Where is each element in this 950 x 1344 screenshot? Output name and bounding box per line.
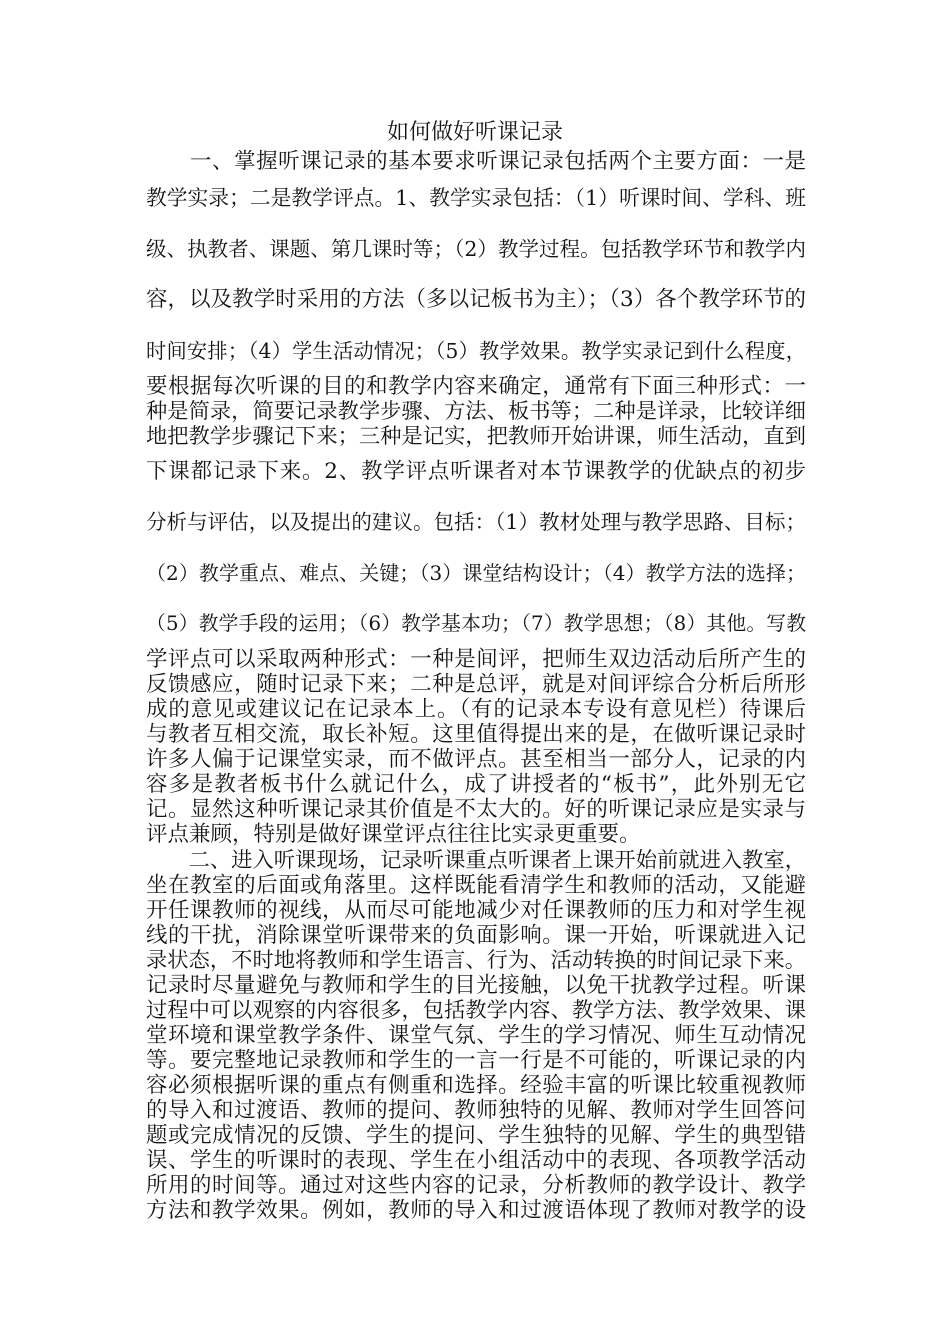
paragraph-1-line: 一、掌握听课记录的基本要求听课记录包括两个主要方面：一是 — [146, 149, 806, 174]
paragraph-1-line: 地把教学步骤记下来；三种是记实，把教师开始讲课，师生活动，直到 — [146, 424, 806, 449]
paragraph-1-line: 容，以及教学时采用的方法（多以记板书为主）；（3）各个教学环节的 — [146, 287, 806, 312]
paragraph-1-line: 与教者互相交流，取长补短。这里值得提出来的是，在做听课记录时 — [146, 722, 806, 747]
paragraph-1-line: 反馈感应，随时记录下来；二种是总评，就是对间评综合分析后所形 — [146, 672, 806, 697]
paragraph-1-line: 教学实录；二是教学评点。1、教学实录包括：（1）听课时间、学科、班 — [146, 186, 806, 210]
paragraph-2-line: 方法和教学效果。例如，教师的导入和过渡语体现了教师对教学的设 — [146, 1198, 806, 1223]
paragraph-1-line: 下课都记录下来。2、教学评点听课者对本节课教学的优缺点的初步 — [146, 459, 806, 484]
paragraph-1-line: 评点兼顾，特别是做好课堂评点往往比实录更重要。 — [146, 822, 641, 847]
paragraph-2-line: 题或完成情况的反馈、学生的提问、学生独特的见解、学生的典型错 — [146, 1123, 806, 1148]
paragraph-1-line: （5）教学手段的运用；（6）教学基本功；（7）教学思想；（8）其他。写教 — [146, 612, 806, 635]
paragraph-2-line: 等。要完整地记录教师和学生的一言一行是不可能的，听课记录的内 — [146, 1048, 806, 1073]
paragraph-2-line: 容必须根据听课的重点有侧重和选择。经验丰富的听课比较重视教师 — [146, 1073, 806, 1098]
paragraph-1-line: 许多人偏于记课堂实录，而不做评点。甚至相当一部分人，记录的内 — [146, 747, 806, 772]
paragraph-1-line: 要根据每次听课的目的和教学内容来确定，通常有下面三种形式：一 — [146, 374, 806, 399]
paragraph-2-line: 开任课教师的视线，从而尽可能地减少对任课教师的压力和对学生视 — [146, 898, 806, 923]
paragraph-2-line: 线的干扰，消除课堂听课带来的负面影响。课一开始，听课就进入记 — [146, 923, 806, 948]
paragraph-2-line: 记录时尽量避免与教师和学生的目光接触，以免干扰教学过程。听课 — [146, 973, 806, 998]
paragraph-1-line: 分析与评估，以及提出的建议。包括：（1）教材处理与教学思路、目标； — [146, 510, 806, 534]
document-title: 如何做好听课记录 — [386, 120, 563, 145]
paragraph-2-line: 二、进入听课现场，记录听课重点听课者上课开始前就进入教室， — [146, 848, 806, 873]
paragraph-2-line: 过程中可以观察的内容很多，包括教学内容、教学方法、教学效果、课 — [146, 998, 806, 1023]
paragraph-2-line: 所用的时间等。通过对这些内容的记录，分析教师的教学设计、教学 — [146, 1173, 806, 1198]
paragraph-2-line: 坐在教室的后面或角落里。这样既能看清学生和教师的活动，又能避 — [146, 873, 806, 898]
paragraph-1-line: 记。显然这种听课记录其价值是不太大的。好的听课记录应是实录与 — [146, 797, 806, 822]
paragraph-1-line: 种是简录，简要记录教学步骤、方法、板书等；二种是详录，比较详细 — [146, 399, 806, 424]
paragraph-1-line: 时间安排；（4）学生活动情况；（5）教学效果。教学实录记到什么程度， — [146, 339, 806, 363]
paragraph-1-line: （2）教学重点、难点、关键；（3）课堂结构设计；（4）教学方法的选择； — [146, 561, 806, 585]
paragraph-1-line: 学评点可以采取两种形式：一种是间评，把师生双边活动后所产生的 — [146, 647, 806, 672]
paragraph-1-line: 级、执教者、课题、第几课时等；（2）教学过程。包括教学环节和教学内 — [146, 237, 806, 261]
paragraph-2-line: 录状态，不时地将教师和学生语言、行为、活动转换的时间记录下来。 — [146, 948, 806, 973]
paragraph-1-line: 容多是教者板书什么就记什么，成了讲授者的“板书”，此外别无它 — [146, 772, 806, 797]
paragraph-2-line: 误、学生的听课时的表现、学生在小组活动中的表现、各项教学活动 — [146, 1148, 806, 1173]
paragraph-2-line: 堂环境和课堂教学条件、课堂气氛、学生的学习情况、师生互动情况 — [146, 1023, 806, 1048]
paragraph-1-line: 成的意见或建议记在记录本上。（有的记录本专设有意见栏）待课后 — [146, 697, 806, 722]
paragraph-2-line: 的导入和过渡语、教师的提问、教师独特的见解、教师对学生回答问 — [146, 1098, 806, 1123]
